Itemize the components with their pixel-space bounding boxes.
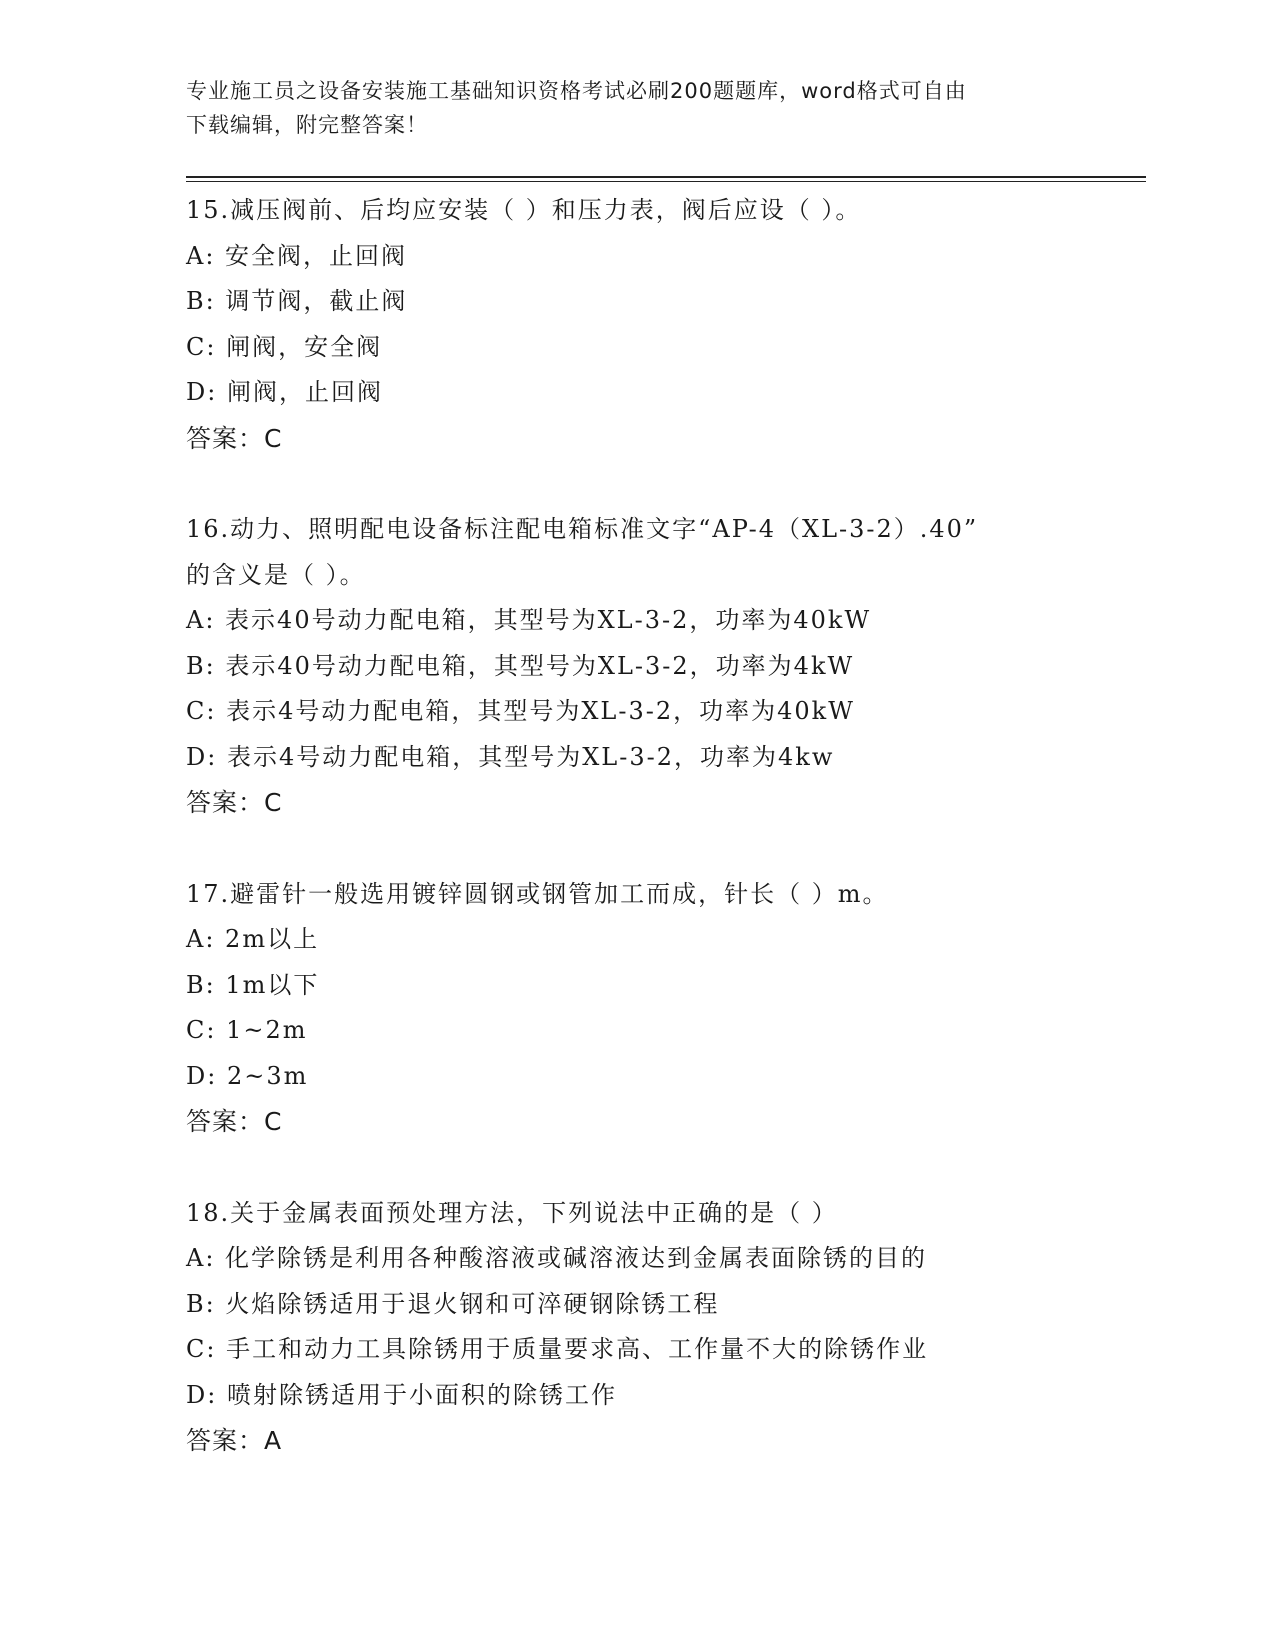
option-b: B: 调节阀，截止阀 [186, 287, 408, 315]
question-text: 16.动力、照明配电设备标注配电箱标准文字“AP-4（XL-3-2）.40” [186, 515, 979, 543]
header-line-1: 专业施工员之设备安装施工基础知识资格考试必刷200题题库，word格式可自由 [186, 79, 967, 103]
option-c: C: 1~2m [186, 1016, 308, 1044]
header-line-2: 下载编辑，附完整答案！ [186, 113, 428, 137]
option-b: B: 1m以下 [186, 970, 320, 999]
question-list [186, 188, 1086, 1510]
answer-line: 答案：C [186, 1107, 283, 1136]
question-16 [186, 507, 1086, 826]
answer-line: 答案：C [186, 423, 283, 453]
answer-line: 答案：A [186, 1426, 283, 1455]
option-b: B: 表示40号动力配电箱，其型号为XL-3-2，功率为4kW [186, 651, 855, 680]
option-c: C: 表示4号动力配电箱，其型号为XL-3-2，功率为40kW [186, 697, 855, 725]
question-15 [186, 188, 1086, 461]
option-c: C: 手工和动力工具除锈用于质量要求高、工作量不大的除锈作业 [186, 1335, 929, 1363]
option-d: D: 表示4号动力配电箱，其型号为XL-3-2，功率为4kw [186, 742, 835, 771]
option-d: D: 喷射除锈适用于小面积的除锈工作 [186, 1380, 617, 1409]
question-17 [186, 872, 1086, 1145]
option-a: A: 表示40号动力配电箱，其型号为XL-3-2，功率为40kW [186, 606, 872, 634]
header-divider-thin [186, 181, 1146, 182]
answer-line: 答案：C [186, 788, 283, 817]
header-divider-thick [186, 176, 1146, 178]
question-18 [186, 1191, 1086, 1464]
option-d: D: 闸阀，止回阀 [186, 378, 383, 406]
question-text-continued: 的含义是（ ）。 [186, 560, 366, 589]
option-a: A: 2m以上 [186, 925, 320, 953]
question-text: 18.关于金属表面预处理方法，下列说法中正确的是（ ） [186, 1198, 838, 1227]
option-a: A: 安全阀，止回阀 [186, 241, 408, 270]
option-b: B: 火焰除锈适用于退火钢和可淬硬钢除锈工程 [186, 1289, 720, 1318]
option-d: D: 2~3m [186, 1061, 309, 1090]
question-text: 15.减压阀前、后均应安装（ ）和压力表，阀后应设（ ）。 [186, 196, 862, 224]
document-header [186, 74, 1066, 142]
option-a: A: 化学除锈是利用各种酸溶液或碱溶液达到金属表面除锈的目的 [186, 1244, 928, 1272]
option-c: C: 闸阀，安全阀 [186, 332, 383, 361]
question-text: 17.避雷针一般选用镀锌圆钢或钢管加工而成，针长（ ）m。 [186, 879, 889, 908]
